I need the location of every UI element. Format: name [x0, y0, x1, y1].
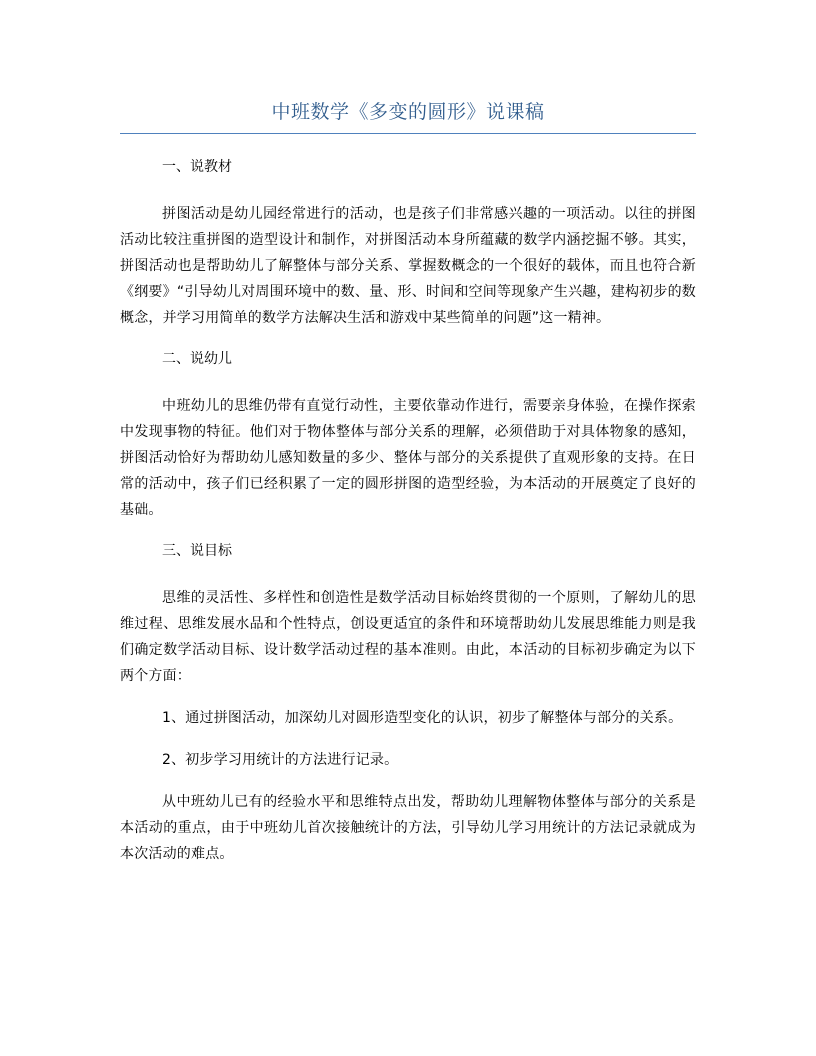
section-heading-goals: 三、说目标 — [162, 543, 232, 559]
goal-item-1: 1、通过拼图活动，加深幼儿对圆形造型变化的认识，初步了解整体与部分的关系。 — [162, 710, 683, 726]
paragraph-goals-focus: 从中班幼儿已有的经验水平和思维特点出发，帮助幼儿理解物体整体与部分的关系是本活动的重点，由于中班幼儿首次接触统计的方法，引导幼儿学习用统计的方法记录就成为本次活动的难点。 — [120, 794, 696, 862]
section-heading-teaching-material: 一、说教材 — [162, 159, 232, 175]
document-body — [120, 155, 696, 883]
title-divider — [120, 133, 696, 134]
paragraph-teaching-material: 拼图活动是幼儿园经常进行的活动，也是孩子们非常感兴趣的一项活动。以往的拼图活动比较注重拼图的造型设计和制作，对拼图活动本身所蕴藏的数学内涵挖掘不够。其实，拼图活动也是帮助幼儿了解整体与部分关系、掌握数概念的一个很好的载体，而且也符合新《纲要》“引导幼儿对周围环境中的数、量、形、时间和空间等现象产生兴趣，建构初步的数概念，并学习用简单的数学方法解决生活和游戏中某些简单的问题”这一精神。 — [120, 206, 696, 326]
paragraph-children: 中班幼儿的思维仍带有直觉行动性，主要依靠动作进行，需要亲身体验，在操作探索中发现事物的特征。他们对于物体整体与部分关系的理解，必须借助于对具体物象的感知，拼图活动恰好为帮助幼儿感知数量的多少、整体与部分的关系提供了直观形象的支持。在日常的活动中，孩子们已经积累了一定的圆形拼图的造型经验，为本活动的开展奠定了良好的基础。 — [120, 398, 696, 518]
document-title: 中班数学《多变的圆形》说课稿 — [271, 101, 545, 123]
paragraph-goals-intro: 思维的灵活性、多样性和创造性是数学活动目标始终贯彻的一个原则，了解幼儿的思维过程、思维发展水品和个性特点，创设更适宜的条件和环境帮助幼儿发展思维能力则是我们确定数学活动目标、设计数学活动过程的基本准则。由此，本活动的目标初步确定为以下两个方面： — [120, 590, 696, 684]
section-heading-children: 二、说幼儿 — [162, 351, 232, 367]
goal-item-2: 2、初步学习用统计的方法进行记录。 — [162, 752, 399, 768]
